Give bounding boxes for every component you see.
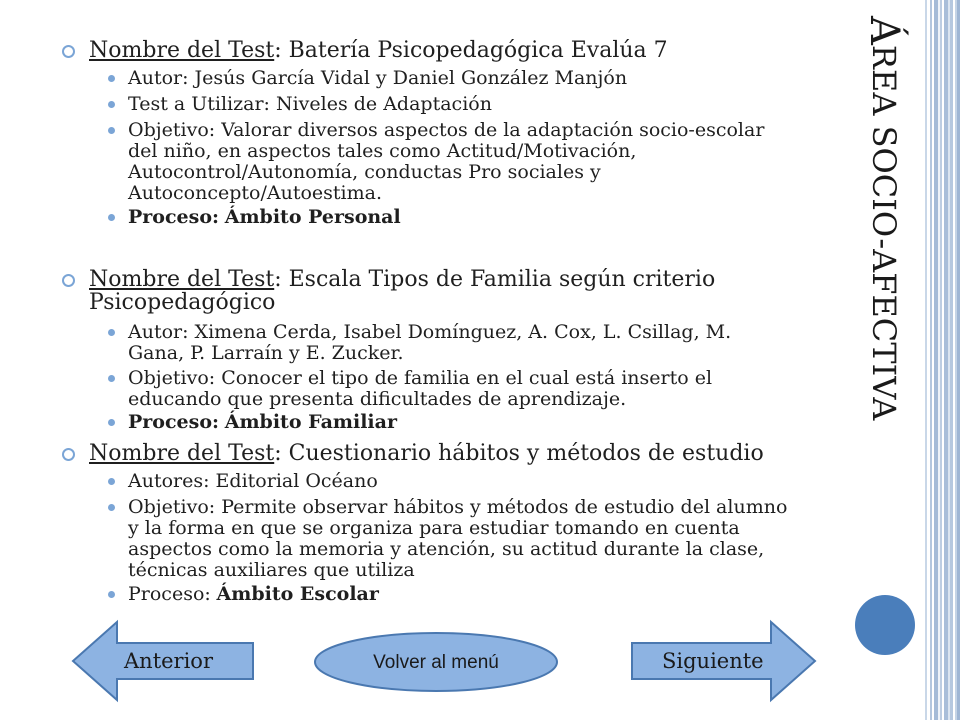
decorative-circle: [855, 595, 915, 655]
test-name-value: : Escala Tipos de Familia según criterio: [274, 267, 716, 292]
test-name-label: Nombre del Test: [89, 38, 275, 63]
objective-line: del niño, en aspectos tales como Actitud/Motivación,: [128, 140, 637, 162]
test-name-value: : Batería Psicopedagógica Evalúa 7: [274, 38, 668, 63]
bullet-dot-icon: [108, 591, 115, 598]
test-name-value: Psicopedagógico: [89, 290, 276, 315]
side-stripes: [922, 0, 960, 720]
test-name-label: Nombre del Test: [89, 267, 275, 292]
bullet-ring-icon: [62, 45, 75, 58]
objective-line: Objetivo: Permite observar hábitos y métodos de estudio del alumno: [128, 496, 788, 518]
objective-line: Objetivo: Conocer el tipo de familia en el cual está inserto el: [128, 367, 713, 389]
author-line: Autor: Ximena Cerda, Isabel Domínguez, A. Cox, L. Csillag, M.: [128, 321, 732, 343]
bullet-ring-icon: [62, 274, 75, 287]
process-value: Ámbito Familiar: [224, 411, 397, 433]
process-label: Proceso:: [128, 411, 220, 433]
slide-title: ÁREA SOCIO-AFECTIVA: [861, 16, 907, 421]
objective-line: aspectos como la memoria y atención, su actitud durante la clase,: [128, 538, 765, 560]
bullet-dot-icon: [108, 504, 115, 511]
test-name-label: Nombre del Test: [89, 441, 275, 466]
bullet-dot-icon: [108, 127, 115, 134]
bullet-dot-icon: [108, 419, 115, 426]
next-button[interactable]: [631, 621, 817, 702]
previous-button[interactable]: [72, 621, 255, 702]
author-line: Autores: Editorial Océano: [128, 470, 378, 492]
objective-line: Autoconcepto/Autoestima.: [128, 182, 382, 204]
author-line: Autor: Jesús García Vidal y Daniel González Manjón: [128, 67, 628, 89]
bullet-dot-icon: [108, 329, 115, 336]
test-name-value: : Cuestionario hábitos y métodos de estudio: [274, 441, 764, 466]
bullet-dot-icon: [108, 375, 115, 382]
author-line: Gana, P. Larraín y E. Zucker.: [128, 342, 404, 364]
instrument-line: Test a Utilizar: Niveles de Adaptación: [128, 93, 492, 115]
menu-button[interactable]: [313, 631, 559, 693]
next-button-label: Siguiente: [662, 649, 764, 673]
process-label: Proceso:: [128, 206, 220, 228]
previous-button-label: Anterior: [124, 649, 213, 673]
bullet-ring-icon: [62, 448, 75, 461]
bullet-dot-icon: [108, 478, 115, 485]
process-label: Proceso:: [128, 583, 211, 605]
objective-line: Autocontrol/Autonomía, conductas Pro sociales y: [128, 161, 601, 183]
menu-button-label: Volver al menú: [373, 652, 499, 673]
bullet-dot-icon: [108, 101, 115, 108]
objective-line: técnicas auxiliares que utiliza: [128, 559, 415, 581]
bullet-dot-icon: [108, 214, 115, 221]
process-value: Ámbito Personal: [224, 206, 401, 228]
objective-line: educando que presenta dificultades de aprendizaje.: [128, 388, 627, 410]
process-value: Ámbito Escolar: [216, 583, 379, 605]
bullet-dot-icon: [108, 75, 115, 82]
objective-line: Objetivo: Valorar diversos aspectos de la adaptación socio-escolar: [128, 119, 765, 141]
objective-line: y la forma en que se organiza para estudiar tomando en cuenta: [128, 517, 740, 539]
